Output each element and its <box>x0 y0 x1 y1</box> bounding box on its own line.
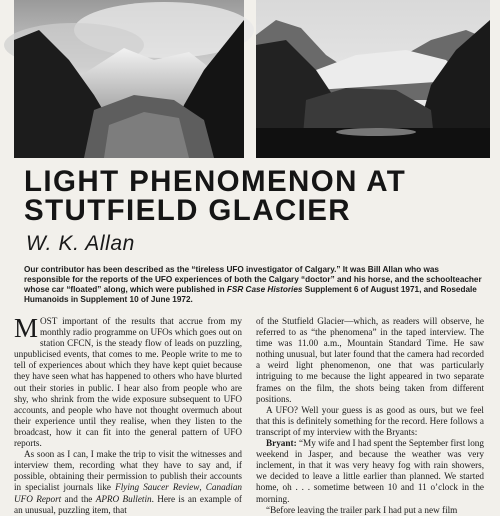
intro-text-2: Supplement 6 of August 1971, and Rosedale Humanoids in Supplement 10 of June 1972. <box>24 285 477 304</box>
right-paragraph-3-text: “My wife and I had spent the September first long weekend in Jasper, and because the weather was very inclement, in that it was very heavy fog with rain showers, we decided to leave a little earlier than planned. We started home, oh . . . sometime between 10 and 11 o’clock in the morning. <box>256 438 484 504</box>
left-paragraph-2-end: . Here is an example of an unusual, puzzling item, that <box>14 493 242 515</box>
publication-apro-bulletin: APRO Bulletin <box>95 493 152 504</box>
left-paragraph-1-text: OST important of the results that accrue from my monthly radio programme on UFOs which goes out on station CFCN, is the steady flow of leads on puzzling, unpublicised events, that comes to me. People write to me to tell of experiences about which they have kept quiet because they have seen what has happened to others who have blurted out their stories in public. I hear also from people who are shy, who shrink from the wide exposure subsequent to UFO accounts, and people who have not thought overmuch about their experience until they realise, when they listen to the broadcast, how it can fit into the general pattern of UFO reports. <box>14 316 242 449</box>
intro-paragraph <box>24 265 484 305</box>
right-paragraph-4: “Before leaving the trailer park I had put a new film <box>266 504 458 515</box>
headline-line-2: STUTFIELD GLACIER <box>24 194 351 227</box>
glacier-photo-right-image <box>256 0 490 158</box>
glacier-photo-left <box>14 0 244 158</box>
right-paragraph-1: of the Stutfield Glacier—which, as readers will observe, he referred to as “the phenomena” in the taped interview. The time was 11.00 a.m., Mountain Standard Time. He saw nothing unusual, but later found that the camera had recorded a weird light phenomenon, one that was particularly intriguing to me because the light appeared in two separate frames on the film, the shots being taken from different positions. <box>256 316 484 404</box>
right-paragraph-2: A UFO? Well your guess is as good as ours, but we feel that this is definitely something for the record. Here follows a transcript of my interview with the Bryants: <box>256 404 484 437</box>
glacier-photo-right <box>256 0 490 158</box>
intro-text-1: Our contributor has been described as the “tireless UFO investigator of Calgary.” It was Bill Allan who was responsible for the reports of the UFO experiences of both the Calgary “doctor” and his horse, and the schoolteacher whose car “floated” along, which were published in <box>24 265 482 294</box>
conjunction: and the <box>61 493 96 504</box>
glacier-photo-left-image <box>14 0 244 158</box>
drop-cap: M <box>14 313 39 343</box>
headline-line-1: LIGHT PHENOMENON AT <box>24 165 407 198</box>
author-byline: W. K. Allan <box>26 232 135 255</box>
left-paragraph-1 <box>14 313 242 449</box>
separator: , <box>199 482 206 493</box>
publication-canadian-ufo-report: Canadian UFO Report <box>14 482 243 504</box>
body-column-left <box>14 313 243 515</box>
body-column-right <box>256 316 484 515</box>
left-paragraph-2 <box>14 449 242 516</box>
right-paragraph-3 <box>256 438 484 505</box>
left-paragraph-2-text: As soon as I can, I make the trip to visit the witnesses and interview them, recording what they have to say and, if possible, obtaining their permission to publish their accounts in specialist journals like <box>14 449 242 493</box>
intro-publication: FSR Case Histories <box>226 285 303 294</box>
interview-speaker: Bryant: <box>266 438 297 449</box>
publication-fsr: Flying Saucer Review <box>115 482 200 493</box>
